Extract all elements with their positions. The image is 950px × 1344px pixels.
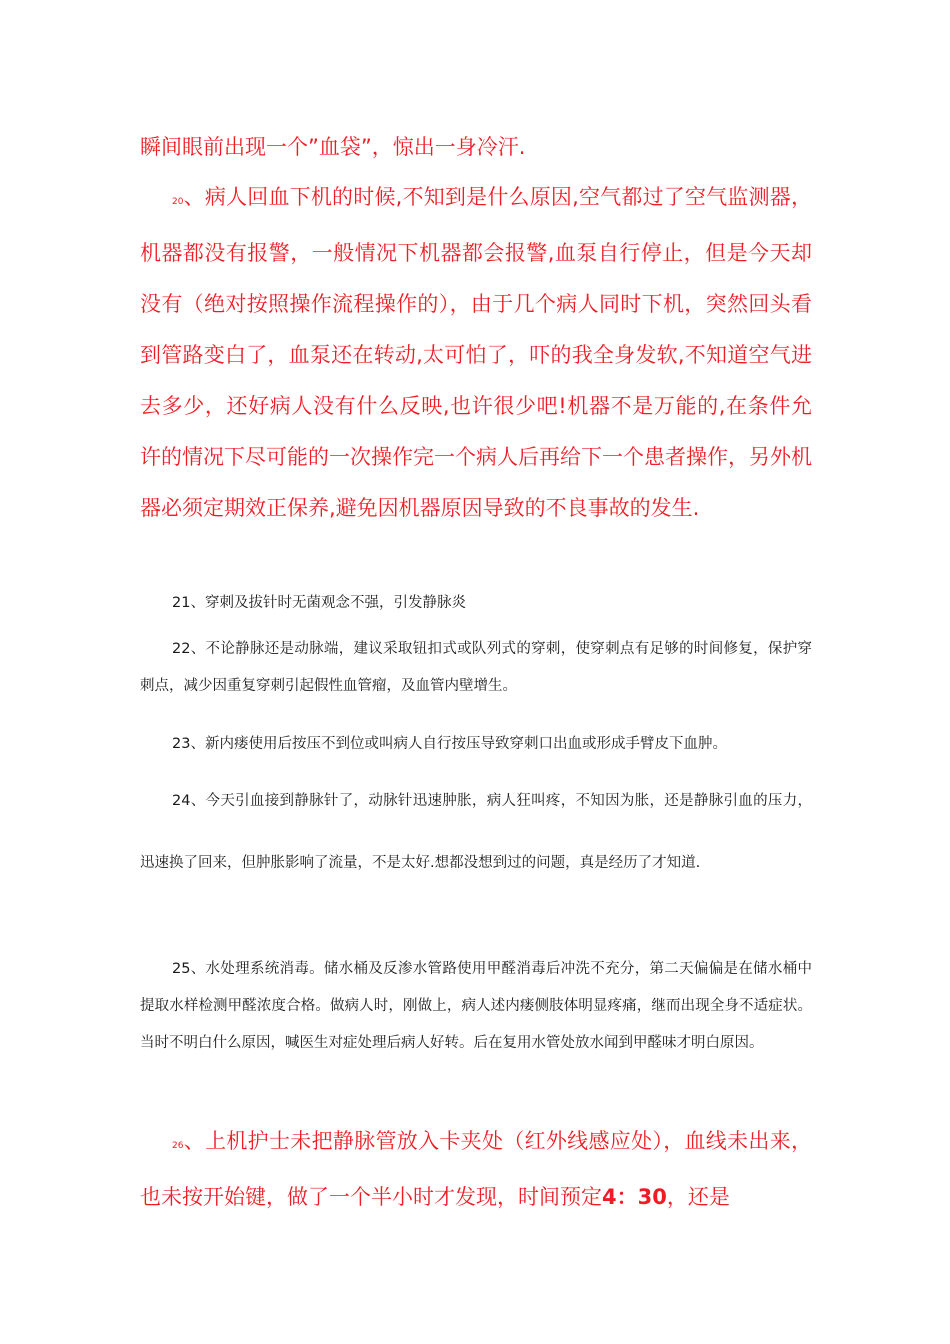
item-number-26: 26 [172,1141,184,1151]
paragraph-23 [140,726,812,763]
item-separator-26: 、 [183,1129,206,1153]
paragraph-26-text-a: 上机护士未把静脉管放入卡夹处（红外线感应处），血线未出来，也未按开始键，做了一个半小时才发现，时间预定 [140,1129,813,1209]
paragraph-21-text: 21、穿刺及拔针时无菌观念不强，引发静脉炎 [172,595,466,611]
paragraph-22 [140,631,812,705]
preset-time: 4：30 [602,1185,667,1209]
paragraph-24-text: 24、今天引血接到静脉针了，动脉针迅速肿胀，病人狂叫疼，不知因为胀，还是静脉引血的压力，迅速换了回来，但肿胀影响了流量，不是太好.想都没想到过的问题，真是经历了才知道. [140,793,812,871]
paragraph-25-text: 25、水处理系统消毒。储水桶及反渗水管路使用甲醛消毒后冲洗不充分，第二天偏偏是在储水桶中提取水样检测甲醛浓度合格。做病人时，刚做上，病人述内瘘侧肢体明显疼痛，继而出现全身不适症状。当时不明白什么原因，喊医生对症处理后病人好转。后在复用水管处放水闻到甲醛味才明白原因。 [140,961,812,1051]
paragraph-26 [140,1116,812,1223]
paragraph-25 [140,951,812,1062]
paragraph-continuation [140,122,812,173]
paragraph-20 [140,172,812,534]
item-separator-20: 、 [183,185,205,209]
paragraph-23-text: 23、新内瘘使用后按压不到位或叫病人自行按压导致穿刺口出血或形成手臂皮下血肿。 [172,736,727,752]
paragraph-26-text-b: ，还是 [666,1185,730,1209]
item-number-20: 20 [172,197,184,207]
paragraph-continuation-text: 瞬间眼前出现一个”血袋”，惊出一身冷汗. [140,135,526,159]
paragraph-20-text: 病人回血下机的时候,不知到是什么原因,空气都过了空气监测器，机器都没有报警，一般情况下机器都会报警,血泵自行停止，但是今天却没有（绝对按照操作流程操作的），由于几个病人同时下机，突然回头看到管路变白了，血泵还在转动,太可怕了，吓的我全身发软,不知道空气进去多少，还好病人没有什么反映,也许很少吧!机器不是万能的,在条件允许的情况下尽可能的一次操作完一个病人后再给下一个患者操作，另外机器必须定期效正保养,避免因机器原因导致的不良事故的发生. [140,185,812,520]
paragraph-22-text: 22、不论静脉还是动脉端，建议采取钮扣式或队列式的穿刺，使穿刺点有足够的时间修复，保护穿刺点，减少因重复穿刺引起假性血管瘤，及血管内壁增生。 [140,641,812,694]
paragraph-24 [140,770,812,894]
paragraph-21 [140,585,812,622]
